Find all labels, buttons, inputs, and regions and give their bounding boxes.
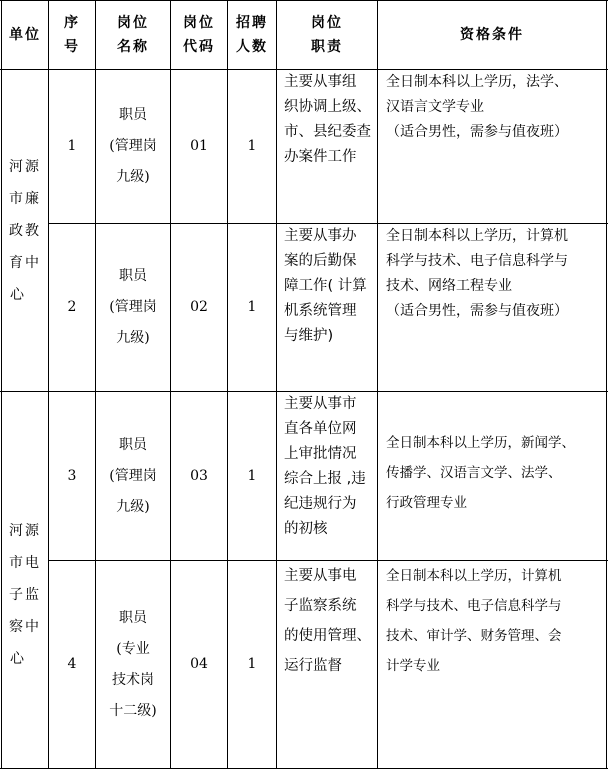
post-line: 职员 <box>119 268 147 284</box>
duty-line: 子监察系统 <box>284 598 357 614</box>
duty-line: 的初核 <box>284 521 328 537</box>
rule-bottom <box>0 768 608 769</box>
header-post-code-line: 代码 <box>183 39 215 55</box>
header-recruit-count <box>228 1 276 69</box>
unit-name-line: 子监 <box>9 587 41 603</box>
row4-seq <box>49 561 95 768</box>
count-value: 1 <box>247 656 257 672</box>
post-line: (管理岗 <box>109 467 157 484</box>
row4-duty <box>277 561 377 768</box>
duty-line: 办案件工作 <box>284 149 357 165</box>
row3-post-name <box>96 392 170 560</box>
row3-code <box>171 392 227 560</box>
duty-line: 主要从事组 <box>284 74 357 90</box>
post-line: 技术岗 <box>112 671 154 688</box>
unit-name-line: 心 <box>10 286 26 303</box>
duty-line: 主要从事办 <box>284 228 357 244</box>
qual-line: （适合男性，需参与值夜班） <box>386 124 568 140</box>
header-post-code-line: 岗位 <box>183 15 215 31</box>
duty-line: 直各单位网 <box>284 421 357 437</box>
row2-seq <box>49 224 95 391</box>
row2-duty <box>277 224 377 391</box>
row1-duty <box>277 70 377 223</box>
code-value: 03 <box>190 467 208 484</box>
qual-line: 传播学、汉语言文学、法学、 <box>386 465 562 481</box>
duty-line: 织协调上级、 <box>284 99 371 115</box>
qual-line: 全日制本科以上学历，计算机 <box>386 568 562 584</box>
row3-qualification <box>378 392 606 560</box>
count-value: 1 <box>247 299 257 315</box>
row4-count <box>228 561 276 768</box>
duty-line: 案的后勤保 <box>284 253 357 269</box>
post-line: 十二级) <box>109 702 157 719</box>
duty-line: 主要从事市 <box>284 396 357 412</box>
unit-name-line: 市电 <box>9 555 41 571</box>
row3-count <box>228 392 276 560</box>
row4-code <box>171 561 227 768</box>
post-line: (管理岗 <box>109 138 157 154</box>
row1-post-name <box>96 70 170 223</box>
post-line: (管理岗 <box>109 299 157 315</box>
unit-name-line: 河源 <box>9 523 41 539</box>
unit-name-line: 育中 <box>9 254 41 271</box>
duty-line: 市、县纪委查 <box>284 124 371 140</box>
duty-line: 与维护) <box>284 328 334 344</box>
header-recruit-line: 人数 <box>236 39 268 55</box>
code-value: 04 <box>190 656 208 672</box>
duty-line: 的使用管理、 <box>284 628 371 644</box>
row1-code <box>171 70 227 223</box>
post-line: 九级) <box>116 498 150 515</box>
header-duty-line: 职责 <box>311 39 343 55</box>
duty-line: 综合上报 ,违 <box>284 471 366 487</box>
header-unit <box>2 1 48 69</box>
qual-line: 全日制本科以上学历，法学、 <box>386 74 568 90</box>
duty-line: 上审批情况 <box>284 446 357 462</box>
row2-count <box>228 224 276 391</box>
duty-line: 机系统管理 <box>284 303 357 319</box>
unit-name-line: 心 <box>10 651 26 667</box>
post-line: 九级) <box>116 169 150 185</box>
seq-value: 3 <box>67 467 77 484</box>
qual-line: 技术、网络工程专业 <box>386 278 512 294</box>
qual-line: 行政管理专业 <box>386 495 467 511</box>
header-qualification <box>378 1 606 69</box>
row3-duty <box>277 392 377 560</box>
row1-qualification <box>378 70 606 223</box>
post-line: 职员 <box>119 436 147 453</box>
header-post-name-line: 岗位 <box>117 15 149 31</box>
post-line: (专业 <box>116 640 150 657</box>
code-value: 01 <box>190 138 208 154</box>
post-line: 职员 <box>119 107 147 123</box>
qual-line: 科学与技术、电子信息科学与 <box>386 253 568 269</box>
duty-line: 主要从事电 <box>284 568 357 584</box>
post-line: 九级) <box>116 330 150 346</box>
header-seq-line: 号 <box>64 39 80 55</box>
header-seq-line: 序 <box>64 15 80 31</box>
header-recruit-line: 招聘 <box>236 15 268 31</box>
seq-value: 2 <box>67 299 77 315</box>
row4-qualification <box>378 561 606 768</box>
rule-right <box>606 0 607 769</box>
unit-name-line: 政教 <box>9 222 41 239</box>
count-value: 1 <box>247 467 257 484</box>
header-post-code <box>171 1 227 69</box>
qual-line: 科学与技术、电子信息科学与 <box>386 598 562 614</box>
unit-cell-dianzi <box>2 392 48 768</box>
unit-name-line: 市廉 <box>9 190 41 207</box>
header-duty <box>277 1 377 69</box>
header-seq <box>49 1 95 69</box>
row2-post-name <box>96 224 170 391</box>
duty-line: 运行监督 <box>284 658 342 674</box>
unit-name-line: 察中 <box>9 619 41 635</box>
row2-code <box>171 224 227 391</box>
qual-line: 汉语言文学专业 <box>386 99 484 115</box>
row2-qualification <box>378 224 606 391</box>
header-duty-line: 岗位 <box>311 15 343 31</box>
duty-line: 障工作( 计算 <box>284 278 367 294</box>
row3-seq <box>49 392 95 560</box>
row4-post-name <box>96 561 170 768</box>
qual-line: 全日制本科以上学历，新闻学、 <box>386 435 575 451</box>
code-value: 02 <box>190 299 208 315</box>
qual-line: （适合男性，需参与值夜班） <box>386 303 568 319</box>
qual-line: 计学专业 <box>386 658 440 674</box>
header-post-name <box>96 1 170 69</box>
duty-line: 纪违规行为 <box>284 496 357 512</box>
qual-line: 技术、审计学、财务管理、会 <box>386 628 562 644</box>
qual-line: 全日制本科以上学历，计算机 <box>386 228 568 244</box>
header-unit-text: 单位 <box>9 27 41 43</box>
unit-cell-lianzheng <box>2 70 48 391</box>
seq-value: 4 <box>67 656 77 672</box>
unit-name-line: 河源 <box>9 158 41 175</box>
seq-value: 1 <box>67 138 77 154</box>
post-line: 职员 <box>119 609 147 626</box>
header-qualification-text: 资格条件 <box>460 27 524 43</box>
count-value: 1 <box>247 138 257 154</box>
row1-count <box>228 70 276 223</box>
header-post-name-line: 名称 <box>117 39 149 55</box>
row1-seq <box>49 70 95 223</box>
